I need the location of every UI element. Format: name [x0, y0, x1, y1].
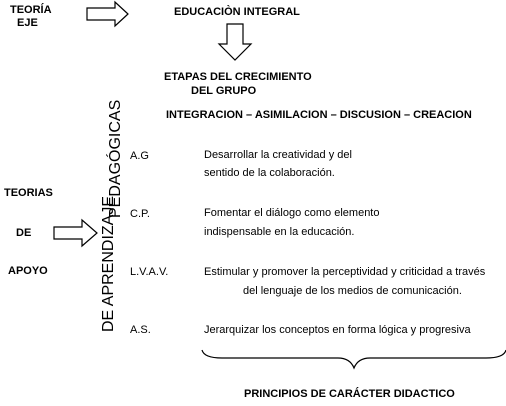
left-word-teorias: TEORIAS	[4, 187, 53, 199]
row-text-ag-2: sentido de la colaboración.	[204, 167, 335, 179]
right-arrow-middle	[54, 220, 97, 246]
stages-line1: ETAPAS DEL CRECIMIENTO	[164, 71, 312, 83]
diagram-title: EDUCACIÒN INTEGRAL	[174, 6, 300, 18]
row-text-lvav-2: del lenguaje de los medios de comunicación.	[243, 285, 462, 297]
principles-label: PRINCIPIOS DE CARÁCTER DIDACTICO	[244, 388, 455, 400]
theory-label-line2: EJE	[17, 17, 38, 29]
vertical-label-upper: PEDAGÓGICAS	[107, 99, 124, 218]
row-code-ag: A.G	[130, 150, 149, 162]
row-text-as-1: Jerarquizar los conceptos en forma lógica y progresiva	[204, 324, 471, 336]
right-arrow-top	[87, 2, 128, 26]
curly-brace	[202, 350, 506, 368]
left-word-apoyo: APOYO	[8, 265, 48, 277]
row-code-lvav: L.V.A.V.	[130, 266, 169, 278]
row-text-cp-1: Fomentar el diálogo como elemento	[204, 207, 380, 219]
vertical-label-lower: DE APRENDIZAJE	[100, 195, 117, 332]
row-text-cp-2: indispensable en la educación.	[204, 226, 355, 238]
stages-sequence: INTEGRACION – ASIMILACION – DISCUSION – CREACION	[166, 109, 472, 121]
theory-label-line1: TEORÍA	[10, 4, 52, 16]
row-code-as: A.S.	[130, 324, 151, 336]
row-text-ag-1: Desarrollar la creatividad y del	[204, 149, 352, 161]
left-word-de: DE	[16, 227, 32, 239]
row-code-cp: C.P.	[130, 208, 150, 220]
stages-line2: DEL GRUPO	[191, 85, 257, 97]
down-arrow	[219, 24, 251, 60]
row-text-lvav-1: Estimular y promover la perceptividad y criticidad a través	[204, 266, 486, 278]
